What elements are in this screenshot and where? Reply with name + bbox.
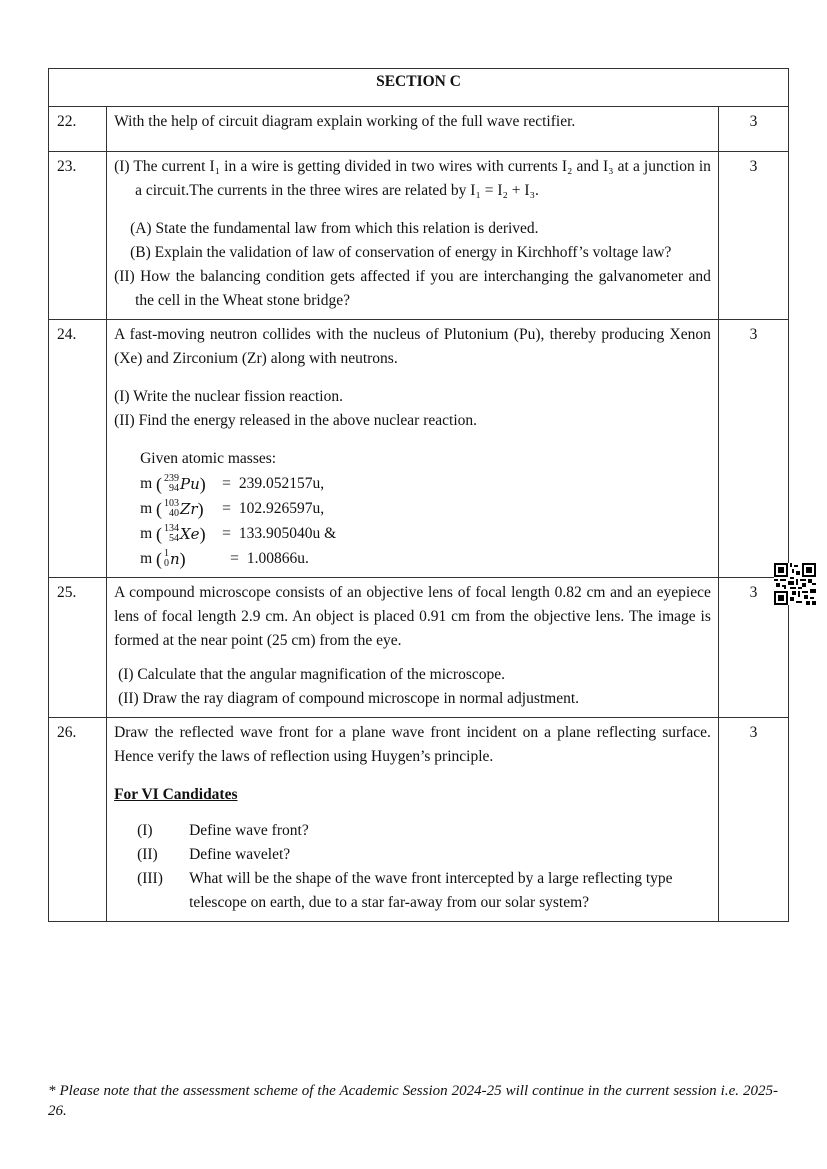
question-number: 26. — [49, 718, 107, 922]
mass-value: 102.926597u, — [238, 499, 325, 517]
vi-list — [137, 819, 711, 915]
question-part-2: (II) Find the energy released in the above nuclear reaction. — [114, 412, 478, 429]
question-part-2: (II) How the balancing condition gets affected if you are interchanging the galvanometer and the cell in the Wheat stone bridge? — [114, 268, 711, 309]
question-number: 25. — [49, 578, 107, 718]
mass-row-xe: m ( 134 54 Xe ) = 133.905040u & — [140, 522, 337, 544]
sub-part-b: (B) Explain the validation of law of conservation of energy in Kirchhoff’s voltage law? — [130, 244, 672, 261]
list-item: (III) What will be the shape of the wave front intercepted by a large reflecting type telescope on earth, due to a star far-away from our solar system? — [137, 870, 673, 911]
question-number: 24. — [49, 320, 107, 578]
mass-row-n: m ( 1 0 n ) = 1.00866u. — [140, 547, 309, 569]
given-label: Given atomic masses: — [140, 450, 277, 467]
question-number: 22. — [49, 107, 107, 152]
question-part-1: (I) Calculate that the angular magnification of the microscope. — [118, 666, 505, 683]
question-marks: 3 — [718, 578, 788, 718]
mass-value: 1.00866u. — [246, 549, 309, 567]
question-row-23 — [49, 152, 789, 320]
question-number: 23. — [49, 152, 107, 320]
question-marks: 3 — [718, 320, 788, 578]
question-body: With the help of circuit diagram explain working of the full wave rectifier. — [114, 113, 576, 130]
section-header-row — [49, 69, 789, 107]
list-item: (I) Define wave front? — [137, 822, 309, 839]
footnote: * Please note that the assessment scheme of the Academic Session 2024-25 will continue in the current session i.e. 2025-26. — [48, 1083, 778, 1119]
question-marks: 3 — [718, 107, 788, 152]
question-intro: Draw the reflected wave front for a plane wave front incident on a plane reflecting surface. Hence verify the laws of reflection using Huygen’s principle. — [114, 724, 711, 765]
question-row-22 — [49, 107, 789, 152]
section-title: SECTION C — [49, 69, 789, 107]
question-row-24 — [49, 320, 789, 578]
question-table — [48, 68, 789, 922]
question-intro: A compound microscope consists of an objective lens of focal length 0.82 cm and an eyepiece lens of focal length 2.9 cm. An object is placed 0.91 cm from the objective lens. The image is formed at the near point (25 cm) from the eye. — [114, 584, 711, 649]
mass-value: 239.052157u, — [238, 474, 325, 492]
question-text — [107, 578, 719, 718]
question-row-26 — [49, 718, 789, 922]
question-text — [107, 320, 719, 578]
mass-row-pu: m ( 239 94 Pu ) = 239.052157u, — [140, 472, 325, 494]
question-part-1: (I) The current I₁ in a wire is getting divided in two wires with currents I₂ and I₃ at a junction in a circuit.The currents in the three wires are related by I₁ = I₂ + I₃. — [114, 158, 711, 199]
vi-heading: For VI Candidates — [114, 786, 238, 803]
list-item: (II) Define wavelet? — [137, 846, 291, 863]
question-text — [107, 152, 719, 320]
question-marks: 3 — [718, 718, 788, 922]
question-intro: A fast-moving neutron collides with the nucleus of Plutonium (Pu), thereby producing Xenon (Xe) and Zirconium (Zr) along with neutrons. — [114, 326, 711, 367]
sub-parts — [130, 217, 711, 265]
qr-code-icon — [774, 563, 816, 605]
mass-row-zr: m ( 103 40 Zr ) = 102.926597u, — [140, 497, 325, 519]
question-part-2: (II) Draw the ray diagram of compound microscope in normal adjustment. — [118, 690, 580, 707]
question-part-1: (I) Write the nuclear fission reaction. — [114, 388, 343, 405]
question-text — [107, 107, 719, 152]
question-row-25 — [49, 578, 789, 718]
question-text — [107, 718, 719, 922]
sub-part-a: (A) State the fundamental law from which this relation is derived. — [130, 220, 539, 237]
question-marks: 3 — [718, 152, 788, 320]
mass-value: 133.905040u & — [238, 524, 337, 542]
atomic-masses — [140, 447, 711, 571]
